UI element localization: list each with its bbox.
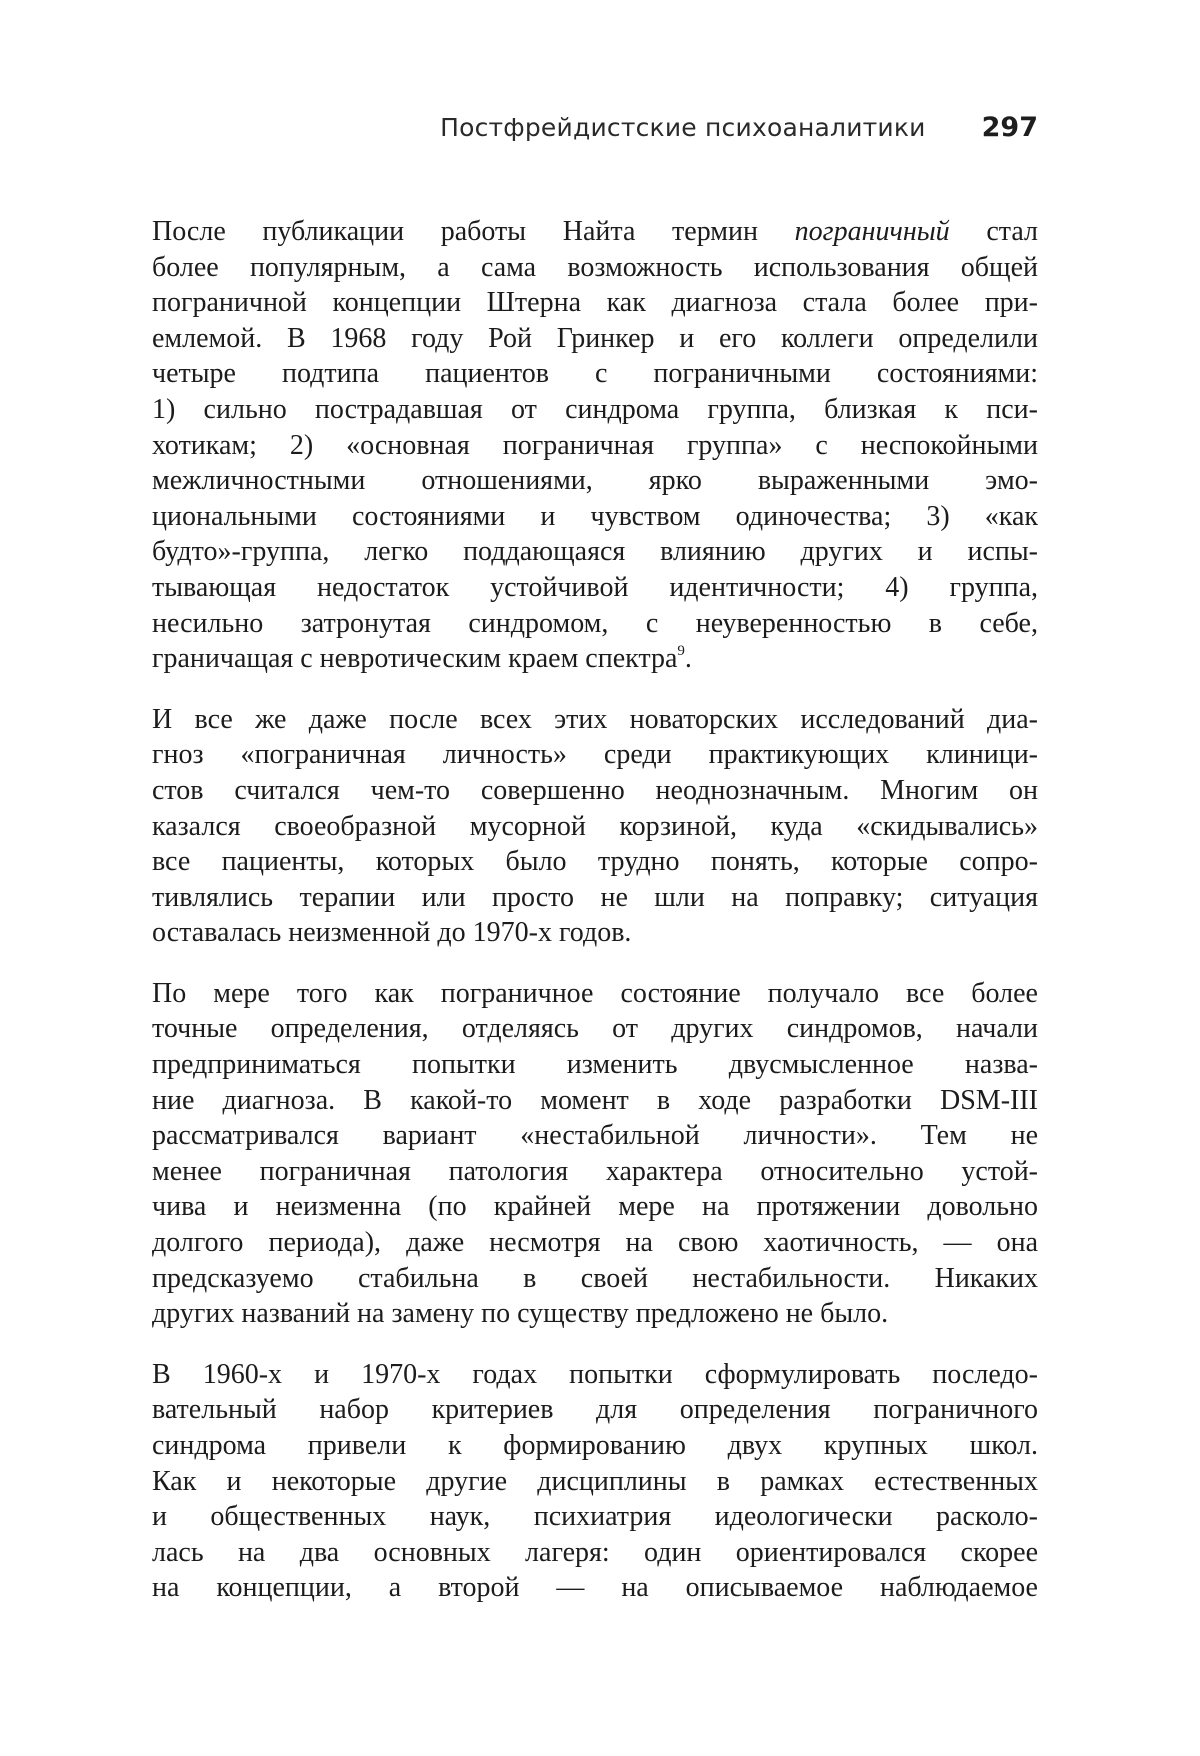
text-line: стов считался чем-то совершенно неоднозначным. Многим он xyxy=(152,774,1038,806)
text-line: пограничной концепции Штерна как диагноза стала более при- xyxy=(152,287,1038,319)
text-run: стал xyxy=(949,216,1038,247)
text-line: все пациенты, которых было трудно понять, которые сопро- xyxy=(152,846,1038,878)
text-line xyxy=(152,214,1038,250)
text-line: 1) сильно пострадавшая от синдрома группа, близкая к пси- xyxy=(152,393,1038,425)
text-line: вательный набор критериев для определения пограничного xyxy=(152,1394,1038,1426)
text-line: рассматривался вариант «нестабильной личности». Тем не xyxy=(152,1120,1038,1152)
paragraph-4 xyxy=(152,1357,1038,1606)
text-line: предсказуемо стабильна в своей нестабильности. Никаких xyxy=(152,1262,1038,1294)
text-line: лась на два основных лагеря: один ориентировался скорее xyxy=(152,1536,1038,1568)
text-line: несильно затронутая синдромом, с неуверенностью в себе, xyxy=(152,607,1038,639)
text-line: тивлялись терапии или просто не шли на поправку; ситуация xyxy=(152,881,1038,913)
paragraph-1 xyxy=(152,214,1038,677)
text-line: долгого периода), даже несмотря на свою хаотичность, — она xyxy=(152,1227,1038,1259)
text-line: чива и неизменна (по крайней мере на протяжении довольно xyxy=(152,1191,1038,1223)
text-line: ние диагноза. В какой-то момент в ходе разработки DSM-III xyxy=(152,1084,1038,1116)
paragraph-3 xyxy=(152,976,1038,1332)
text-line: менее пограничная патология характера относительно устой- xyxy=(152,1155,1038,1187)
text-line: предприниматься попытки изменить двусмысленное назва- xyxy=(152,1049,1038,1081)
text-line: оставалась неизменной до 1970-х годов. xyxy=(152,917,632,949)
page-number: 297 xyxy=(981,111,1038,143)
text-line: тывающая недостаток устойчивой идентичности; 4) группа, xyxy=(152,571,1038,603)
body-text xyxy=(152,214,1038,1631)
italic-term: пограничный xyxy=(794,216,950,247)
text-line xyxy=(152,641,1038,677)
text-line: межличностными отношениями, ярко выраженными эмо- xyxy=(152,465,1038,497)
running-head xyxy=(152,105,1038,149)
text-run: После публикации работы Найта термин xyxy=(152,216,795,247)
text-line: казался своеобразной мусорной корзиной, куда «скидывались» xyxy=(152,810,1038,842)
text-line: точные определения, отделяясь от других синдромов, начали xyxy=(152,1013,1038,1045)
text-line: будто»-группа, легко поддающаяся влиянию других и испы- xyxy=(152,536,1038,568)
text-line: и общественных наук, психиатрия идеологически расколо- xyxy=(152,1501,1038,1533)
footnote-reference: 9 xyxy=(677,643,685,660)
text-line: гноз «пограничная личность» среди практикующих клиници- xyxy=(152,739,1038,771)
text-line: По мере того как пограничное состояние получало все более xyxy=(152,977,1038,1009)
text-line: синдрома привели к формированию двух крупных школ. xyxy=(152,1430,1038,1461)
text-line: емлемой. В 1968 году Рой Гринкер и его коллеги определили xyxy=(152,322,1038,354)
text-line: циональными состояниями и чувством одиночества; 3) «как xyxy=(152,500,1038,532)
text-run: граничащая с невротическим краем спектра xyxy=(152,643,678,675)
paragraph-2 xyxy=(152,702,1038,951)
text-line: В 1960-х и 1970-х годах попытки сформулировать последо- xyxy=(152,1358,1038,1390)
text-run: . xyxy=(684,643,692,675)
text-line: более популярным, а сама возможность использования общей xyxy=(152,251,1038,283)
running-title: Постфрейдистские психоаналитики xyxy=(440,112,926,142)
text-line: Как и некоторые другие дисциплины в рамках естественных xyxy=(152,1465,1038,1497)
text-line: на концепции, а второй — на описываемое наблюдаемое xyxy=(152,1572,1038,1604)
text-line: четыре подтипа пациентов с пограничными состояниями: xyxy=(152,358,1038,390)
text-line: других названий на замену по существу предложено не было. xyxy=(152,1298,889,1330)
text-line: И все же даже после всех этих новаторских исследований диа- xyxy=(152,703,1038,735)
text-line: хотикам; 2) «основная пограничная группа» с неспокойными xyxy=(152,429,1038,461)
